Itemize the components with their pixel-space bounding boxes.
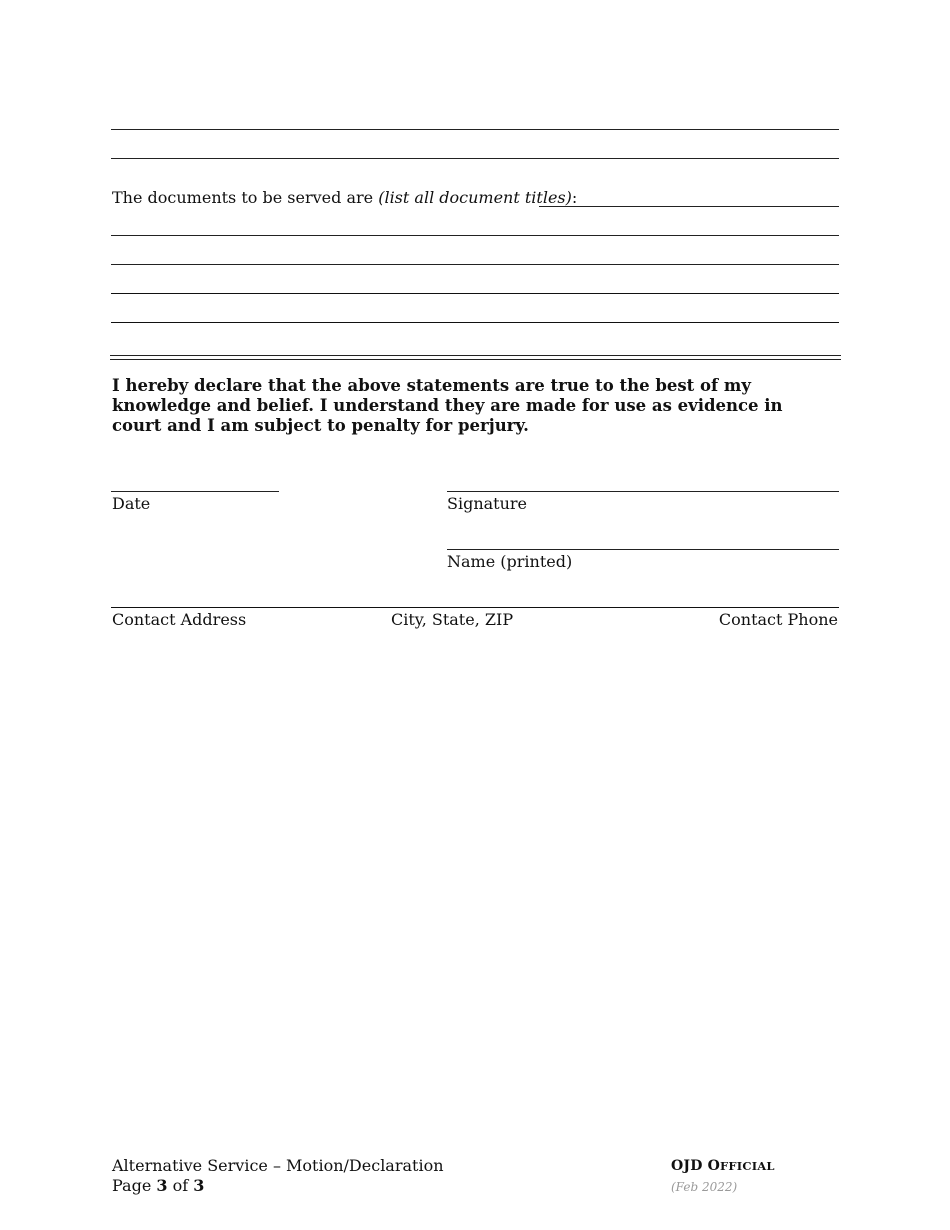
blank-line-6[interactable] (111, 322, 839, 323)
city-state-zip-label: City, State, ZIP (391, 610, 514, 629)
documents-suffix: : (571, 188, 578, 207)
documents-field-line[interactable] (539, 206, 839, 207)
contact-line[interactable] (111, 607, 839, 608)
name-printed-line[interactable] (447, 549, 839, 550)
form-title: Alternative Service – Motion/Declaration (112, 1156, 444, 1175)
badge-main: OJD O (671, 1158, 721, 1174)
date-line[interactable] (111, 491, 279, 492)
blank-line-1[interactable] (111, 129, 839, 130)
page-number (112, 1176, 444, 1196)
documents-label (112, 188, 577, 208)
documents-prefix: The documents to be served are (112, 188, 379, 207)
blank-line-3[interactable] (111, 235, 839, 236)
ojd-official-badge (671, 1158, 775, 1174)
documents-hint: (list all document titles) (378, 188, 572, 207)
contact-address-label: Contact Address (112, 610, 247, 629)
footer-left (112, 1156, 444, 1196)
name-printed-label: Name (printed) (447, 552, 573, 571)
page-total: 3 (193, 1176, 205, 1195)
blank-line-5[interactable] (111, 293, 839, 294)
page-word: Page (112, 1176, 157, 1195)
badge-small: FFICIAL (720, 1159, 775, 1173)
blank-line-2[interactable] (111, 158, 839, 159)
revision-date: (Feb 2022) (671, 1180, 738, 1194)
declaration-text: I hereby declare that the above statements are true to the best of my knowledge and belief. I understand they are made for use as evidence in court and I am subject to penalty for perjury. (112, 376, 783, 435)
blank-line-4[interactable] (111, 264, 839, 265)
signature-label: Signature (447, 494, 528, 513)
page-current: 3 (156, 1176, 168, 1195)
page-of: of (167, 1176, 194, 1195)
signature-line[interactable] (447, 491, 839, 492)
date-label: Date (112, 494, 151, 513)
section-divider (110, 355, 841, 360)
contact-phone-label: Contact Phone (718, 610, 838, 629)
